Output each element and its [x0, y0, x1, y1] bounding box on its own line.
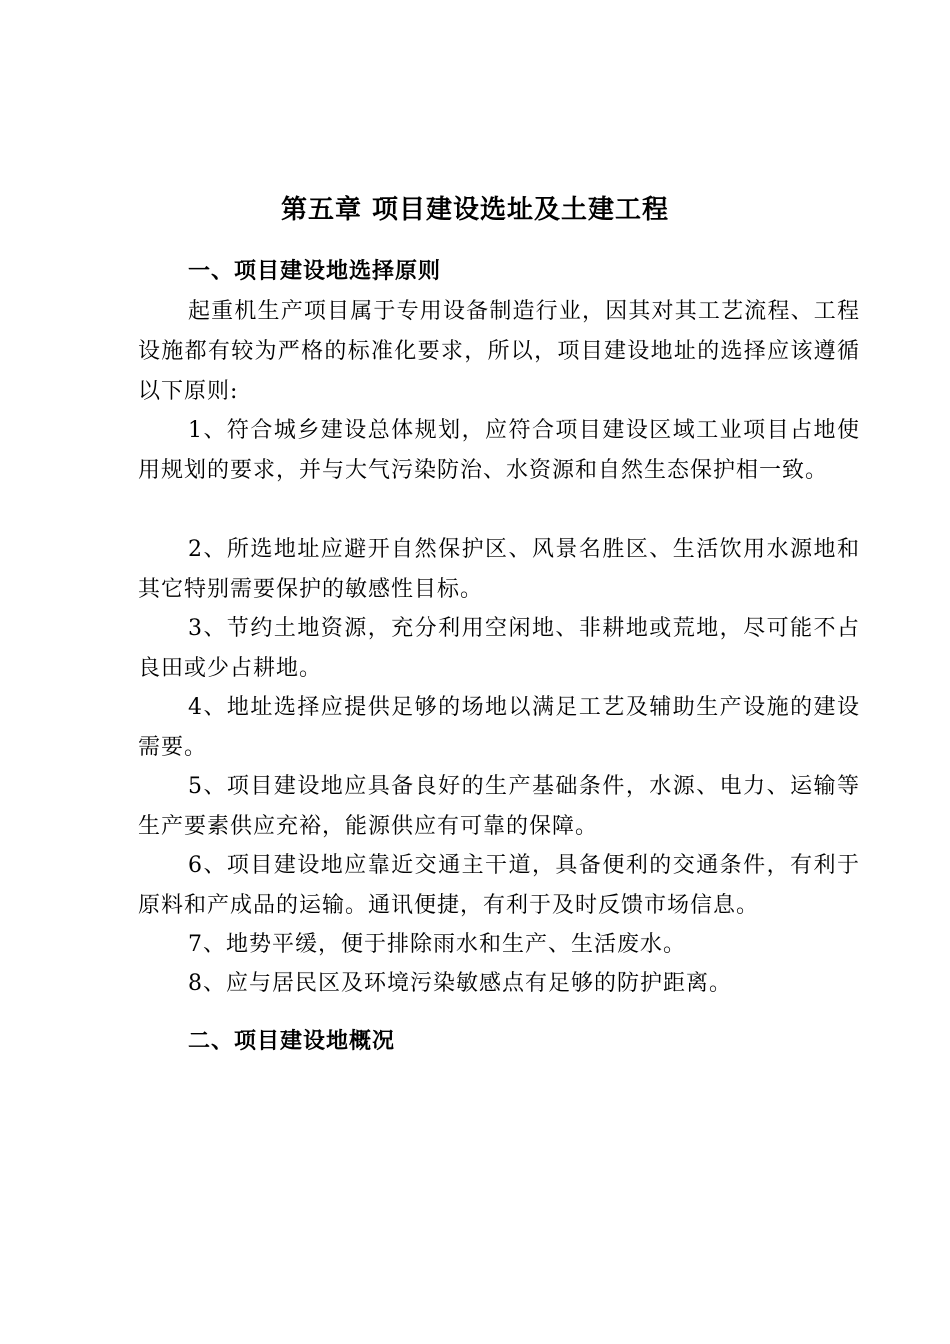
- section-heading-site-overview: 二、项目建设地概况: [188, 1028, 396, 1054]
- principle-item-3: 3、节约土地资源，充分利用空闲地、非耕地或荒地，尽可能不占良田或少占耕地。: [138, 616, 860, 681]
- principle-item-8: 8、应与居民区及环境污染敏感点有足够的防护距离。: [188, 971, 732, 996]
- principle-item-5: 5、项目建设地应具备良好的生产基础条件，水源、电力、运输等生产要素供应充裕，能源供应有可靠的保障。: [138, 774, 860, 839]
- principle-item-4: 4、地址选择应提供足够的场地以满足工艺及辅助生产设施的建设需要。: [138, 695, 860, 760]
- principle-item-2: 2、所选地址应避开自然保护区、风景名胜区、生活饮用水源地和其它特别需要保护的敏感性目标。: [138, 537, 860, 602]
- principle-item-1: 1、符合城乡建设总体规划，应符合项目建设区域工业项目占地使用规划的要求，并与大气污染防治、水资源和自然生态保护相一致。: [138, 418, 860, 483]
- principle-item-7: 7、地势平缓，便于排除雨水和生产、生活废水。: [188, 932, 686, 957]
- principle-item-6: 6、项目建设地应靠近交通主干道，具备便利的交通条件，有利于原料和产成品的运输。通讯便捷，有利于及时反馈市场信息。: [138, 853, 860, 918]
- section-heading-site-selection-principles: 一、项目建设地选择原则: [188, 258, 442, 284]
- chapter-title: 第五章 项目建设选址及土建工程: [280, 195, 670, 225]
- intro-paragraph: 起重机生产项目属于专用设备制造行业，因其对其工艺流程、工程设施都有较为严格的标准化要求，所以，项目建设地址的选择应该遵循以下原则:: [138, 299, 860, 404]
